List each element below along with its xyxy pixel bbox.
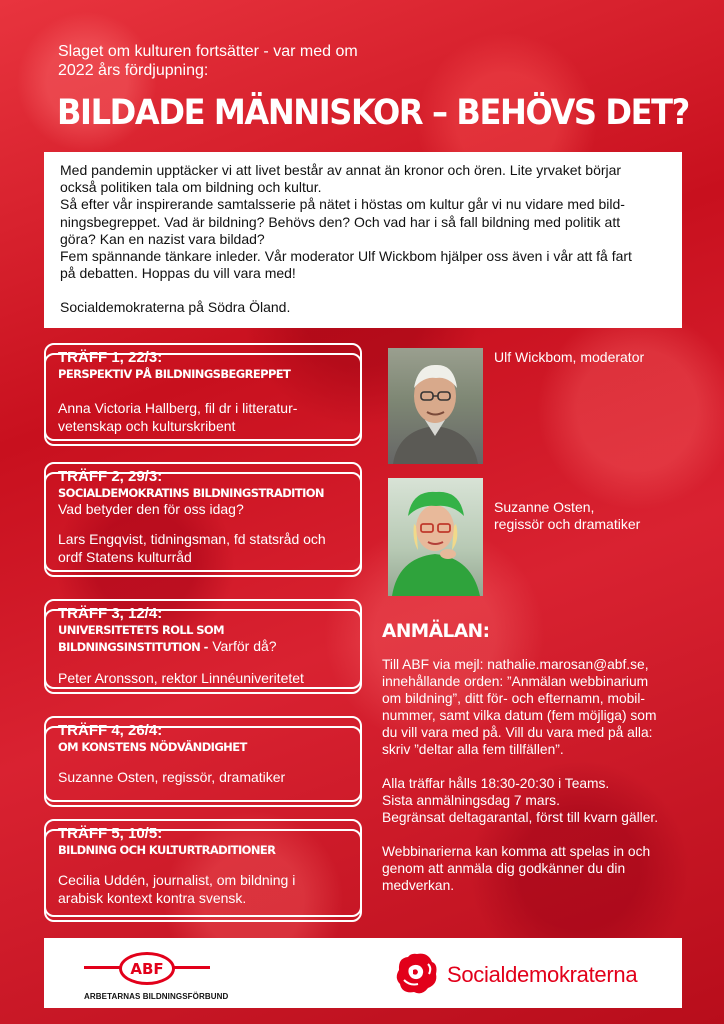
registration-line: medverkan. (382, 878, 455, 893)
session-card-3 (44, 599, 362, 689)
portrait-suzanne-osten (388, 478, 483, 596)
registration-line: om bildning”, ditt för- och efternamn, mobil- (382, 691, 646, 706)
registration-line: skriv ”deltar alla fem tillfällen”. (382, 742, 564, 757)
session-label: TRÄFF 4, 26/4: (58, 722, 163, 739)
speaker-line: Lars Engqvist, tidningsman, fd statsråd och (58, 531, 326, 547)
speaker-line: Peter Aronsson, rektor Linnéuniveritetet (58, 670, 304, 686)
registration-line: nummer, samt vilka datum (fem möjliga) som (382, 708, 657, 723)
session-topic: OM KONSTENS NÖDVÄNDIGHET (58, 740, 247, 754)
info-line: ningsbegreppet. Vad är bildning? Behövs den? Och vad har i så fall bildning med politik att (60, 213, 621, 230)
info-line: göra? Kan en nazist vara bildad? (60, 230, 265, 247)
caption-suzanne (494, 499, 640, 533)
portrait-ulf-wickbom (388, 348, 483, 464)
session-topic: UNIVERSITETETS ROLL SOM (58, 623, 224, 637)
caption-ulf (494, 349, 644, 366)
session-speaker (58, 400, 348, 435)
session-topic-line-2 (58, 638, 348, 656)
session-topic: SOCIALDEMOKRATINS BILDNINGSTRADITION (58, 486, 324, 500)
rose-icon (392, 948, 442, 998)
registration-line: du vill vara med på. Vill du vara med på alla: (382, 725, 653, 740)
session-question: Vad betyder den för oss idag? (58, 501, 244, 517)
abf-logo (84, 946, 274, 1004)
info-line: Så efter vår inspirerande samtalsserie på nätet i höstas om kultur går vi nu vidare med bild- (60, 196, 625, 213)
session-label: TRÄFF 2, 29/3: (58, 468, 163, 485)
speaker-line: ordf Statens kulturråd (58, 548, 192, 565)
session-topic: BILDNING OCH KULTURTRADITIONER (58, 843, 276, 857)
intro-text (58, 42, 458, 80)
headline: BILDADE MÄNNISKOR – BEHÖVS DET? (57, 93, 689, 133)
footer-logos (44, 938, 682, 1008)
registration-line: Till ABF via mejl: nathalie.marosan@abf.se, (382, 657, 649, 672)
registration-line: genom att anmäla dig godkänner du din (382, 861, 626, 876)
abf-logo-oval: ABF (119, 952, 175, 985)
speaker-line: arabisk kontext kontra svensk. (58, 889, 247, 906)
speaker-line: Anna Victoria Hallberg, fil dr i litteratur- (58, 400, 298, 416)
session-card-1 (44, 343, 362, 441)
speaker-line: Suzanne Osten, regissör, dramatiker (58, 769, 286, 785)
socialdemokraterna-wordmark: Socialdemokraterna (447, 962, 638, 987)
session-card-4 (44, 716, 362, 802)
session-topic: PERSPEKTIV PÅ BILDNINGSBEGREPPET (58, 367, 291, 381)
registration-line: innehållande orden: ”Anmälan webbinarium (382, 674, 649, 689)
caption-line: Ulf Wickbom, moderator (494, 349, 645, 365)
info-box (44, 152, 682, 328)
abf-logo-subtitle: ARBETARNAS BILDNINGSFÖRBUND (84, 992, 229, 1001)
speaker-line: Cecilia Uddén, journalist, om bildning i (58, 872, 296, 888)
session-speaker (58, 769, 348, 787)
session-label: TRÄFF 3, 12/4: (58, 605, 163, 622)
session-label: TRÄFF 5, 10/5: (58, 825, 163, 842)
intro-line-1: Slaget om kulturen fortsätter - var med om (58, 43, 358, 60)
session-card-2 (44, 462, 362, 572)
portrait-illustration (388, 478, 483, 596)
portrait-illustration (388, 348, 483, 464)
intro-line-2: 2022 års fördjupning: (58, 62, 209, 79)
info-signature: Socialdemokraterna på Södra Öland. (60, 299, 291, 316)
registration-text (382, 656, 698, 894)
registration-line: Begränsat deltagarantal, först till kvarn gäller. (382, 810, 659, 825)
session-speaker (58, 872, 348, 907)
session-topic: BILDNINGSINSTITUTION - (58, 640, 208, 654)
session-question: Varför då? (212, 638, 277, 654)
socialdemokraterna-logo (392, 948, 682, 1000)
registration-line: Sista anmälningsdag 7 mars. (382, 793, 560, 808)
session-speaker (58, 670, 348, 688)
registration-line: Alla träffar hålls 18:30-20:30 i Teams. (382, 776, 610, 791)
caption-line: regissör och dramatiker (494, 516, 641, 532)
session-speaker (58, 531, 348, 566)
session-label: TRÄFF 1, 22/3: (58, 349, 163, 366)
caption-line: Suzanne Osten, (494, 499, 595, 515)
registration-line: Webbinarierna kan komma att spelas in och (382, 844, 651, 859)
registration-title: ANMÄLAN: (382, 621, 490, 642)
session-card-5 (44, 819, 362, 917)
info-line: Med pandemin upptäcker vi att livet består av annat än kronor och ören. Lite yrvaket börjar (60, 162, 622, 178)
info-line: Fem spännande tänkare inleder. Vår moderator Ulf Wickbom hjälper oss även i vår att få fart (60, 248, 632, 265)
speaker-line: vetenskap och kulturskribent (58, 417, 236, 434)
info-line: också politiken tala om bildning och kultur. (60, 179, 322, 196)
info-line: på debatten. Hoppas du vill vara med! (60, 265, 296, 282)
